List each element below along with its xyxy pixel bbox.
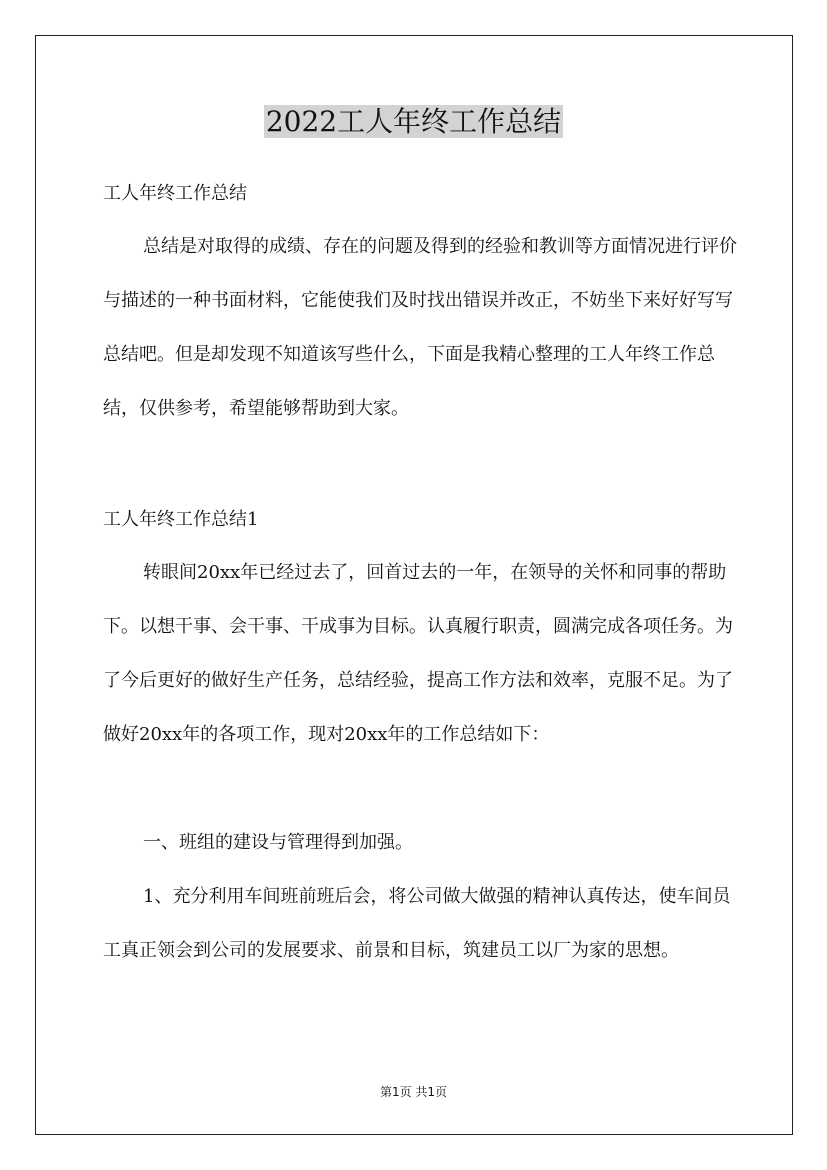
- item-1-paragraph: 1、充分利用车间班前班后会，将公司做大做强的精神认真传达，使车间员工真正领会到公司的发展要求、前景和目标，筑建员工以厂为家的思想。: [103, 886, 731, 961]
- intro-paragraph: 总结是对取得的成绩、存在的问题及得到的经验和教训等方面情况进行评价与描述的一种书面材料，它能使我们及时找出错误并改正，不妨坐下来好好写写总结吧。但是却发现不知道该写些什么，下面是我精心整理的工人年终工作总结，仅供参考，希望能够帮助到大家。: [103, 236, 737, 419]
- subheading-1: 一、班组的建设与管理得到加强。: [143, 832, 413, 853]
- section-1-heading: 工人年终工作总结1: [103, 509, 259, 530]
- document-title-text: 2022工人年终工作总结: [265, 105, 562, 138]
- intro-heading: 工人年终工作总结: [103, 183, 247, 204]
- page-footer: 第1页 共1页: [379, 1085, 448, 1099]
- document-title: [0, 100, 827, 144]
- section-1-paragraph: 转眼间20xx年已经过去了，回首过去的一年，在领导的关怀和同事的帮助下。以想干事、会干事、干成事为目标。认真履行职责，圆满完成各项任务。为了今后更好的做好生产任务，总结经验，提高工作方法和效率，克服不足。为了做好20xx年的各项工作，现对20xx年的工作总结如下：: [103, 562, 733, 745]
